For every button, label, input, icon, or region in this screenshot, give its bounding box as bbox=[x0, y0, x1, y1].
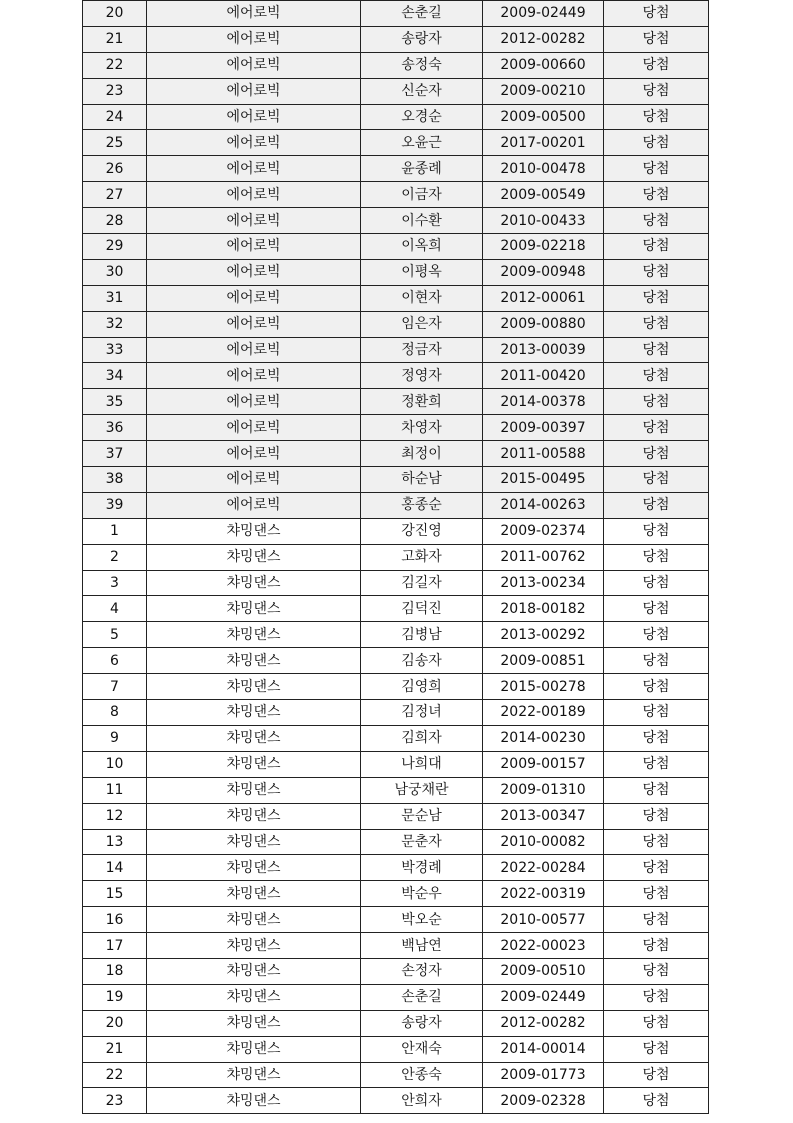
result-cell: 당첨 bbox=[604, 855, 709, 881]
applicant-name-cell: 하순남 bbox=[361, 467, 483, 493]
program-cell: 에어로빅 bbox=[147, 337, 361, 363]
table-row bbox=[83, 26, 709, 52]
applicant-name-cell: 송랑자 bbox=[361, 1010, 483, 1036]
row-number-cell: 23 bbox=[83, 1088, 147, 1114]
result-cell: 당첨 bbox=[604, 182, 709, 208]
program-cell: 챠밍댄스 bbox=[147, 984, 361, 1010]
applicant-name-cell: 차영자 bbox=[361, 415, 483, 441]
table-row bbox=[83, 259, 709, 285]
table-row bbox=[83, 182, 709, 208]
table-row bbox=[83, 881, 709, 907]
applicant-name-cell: 정영자 bbox=[361, 363, 483, 389]
table-row bbox=[83, 855, 709, 881]
program-cell: 챠밍댄스 bbox=[147, 777, 361, 803]
applicant-name-cell: 손정자 bbox=[361, 958, 483, 984]
program-cell: 챠밍댄스 bbox=[147, 518, 361, 544]
table-row bbox=[83, 285, 709, 311]
program-cell: 에어로빅 bbox=[147, 104, 361, 130]
result-cell: 당첨 bbox=[604, 803, 709, 829]
member-id-cell: 2011-00420 bbox=[483, 363, 604, 389]
program-cell: 챠밍댄스 bbox=[147, 674, 361, 700]
row-number-cell: 13 bbox=[83, 829, 147, 855]
program-cell: 에어로빅 bbox=[147, 311, 361, 337]
lottery-results-table bbox=[82, 0, 709, 1114]
row-number-cell: 10 bbox=[83, 751, 147, 777]
applicant-name-cell: 이옥희 bbox=[361, 234, 483, 260]
member-id-cell: 2009-01773 bbox=[483, 1062, 604, 1088]
member-id-cell: 2010-00082 bbox=[483, 829, 604, 855]
row-number-cell: 23 bbox=[83, 78, 147, 104]
program-cell: 챠밍댄스 bbox=[147, 958, 361, 984]
result-cell: 당첨 bbox=[604, 933, 709, 959]
table-row bbox=[83, 725, 709, 751]
member-id-cell: 2014-00014 bbox=[483, 1036, 604, 1062]
applicant-name-cell: 김병남 bbox=[361, 622, 483, 648]
row-number-cell: 32 bbox=[83, 311, 147, 337]
program-cell: 에어로빅 bbox=[147, 415, 361, 441]
applicant-name-cell: 김길자 bbox=[361, 570, 483, 596]
program-cell: 에어로빅 bbox=[147, 441, 361, 467]
row-number-cell: 26 bbox=[83, 156, 147, 182]
result-cell: 당첨 bbox=[604, 363, 709, 389]
result-cell: 당첨 bbox=[604, 492, 709, 518]
result-cell: 당첨 bbox=[604, 881, 709, 907]
program-cell: 에어로빅 bbox=[147, 208, 361, 234]
member-id-cell: 2009-02374 bbox=[483, 518, 604, 544]
applicant-name-cell: 김정녀 bbox=[361, 700, 483, 726]
member-id-cell: 2013-00039 bbox=[483, 337, 604, 363]
result-cell: 당첨 bbox=[604, 104, 709, 130]
table-row bbox=[83, 1036, 709, 1062]
program-cell: 챠밍댄스 bbox=[147, 907, 361, 933]
applicant-name-cell: 오경순 bbox=[361, 104, 483, 130]
member-id-cell: 2009-00500 bbox=[483, 104, 604, 130]
member-id-cell: 2010-00478 bbox=[483, 156, 604, 182]
program-cell: 에어로빅 bbox=[147, 259, 361, 285]
result-cell: 당첨 bbox=[604, 674, 709, 700]
result-cell: 당첨 bbox=[604, 337, 709, 363]
member-id-cell: 2009-00549 bbox=[483, 182, 604, 208]
row-number-cell: 22 bbox=[83, 52, 147, 78]
table-row bbox=[83, 803, 709, 829]
result-cell: 당첨 bbox=[604, 725, 709, 751]
applicant-name-cell: 홍종순 bbox=[361, 492, 483, 518]
applicant-name-cell: 고화자 bbox=[361, 544, 483, 570]
program-cell: 에어로빅 bbox=[147, 285, 361, 311]
result-cell: 당첨 bbox=[604, 544, 709, 570]
applicant-name-cell: 안희자 bbox=[361, 1088, 483, 1114]
row-number-cell: 39 bbox=[83, 492, 147, 518]
member-id-cell: 2009-00397 bbox=[483, 415, 604, 441]
row-number-cell: 6 bbox=[83, 648, 147, 674]
applicant-name-cell: 손춘길 bbox=[361, 984, 483, 1010]
program-cell: 챠밍댄스 bbox=[147, 829, 361, 855]
result-cell: 당첨 bbox=[604, 234, 709, 260]
table-row bbox=[83, 570, 709, 596]
result-cell: 당첨 bbox=[604, 1036, 709, 1062]
program-cell: 에어로빅 bbox=[147, 182, 361, 208]
program-cell: 에어로빅 bbox=[147, 26, 361, 52]
member-id-cell: 2009-02328 bbox=[483, 1088, 604, 1114]
applicant-name-cell: 김희자 bbox=[361, 725, 483, 751]
applicant-name-cell: 최정이 bbox=[361, 441, 483, 467]
applicant-name-cell: 송정숙 bbox=[361, 52, 483, 78]
applicant-name-cell: 나희대 bbox=[361, 751, 483, 777]
table-row bbox=[83, 1062, 709, 1088]
member-id-cell: 2015-00278 bbox=[483, 674, 604, 700]
row-number-cell: 37 bbox=[83, 441, 147, 467]
member-id-cell: 2013-00234 bbox=[483, 570, 604, 596]
result-cell: 당첨 bbox=[604, 52, 709, 78]
program-cell: 에어로빅 bbox=[147, 492, 361, 518]
program-cell: 챠밍댄스 bbox=[147, 648, 361, 674]
result-cell: 당첨 bbox=[604, 751, 709, 777]
row-number-cell: 8 bbox=[83, 700, 147, 726]
program-cell: 챠밍댄스 bbox=[147, 881, 361, 907]
program-cell: 에어로빅 bbox=[147, 234, 361, 260]
member-id-cell: 2009-02218 bbox=[483, 234, 604, 260]
applicant-name-cell: 이금자 bbox=[361, 182, 483, 208]
member-id-cell: 2009-00157 bbox=[483, 751, 604, 777]
result-cell: 당첨 bbox=[604, 26, 709, 52]
table-row bbox=[83, 829, 709, 855]
member-id-cell: 2022-00319 bbox=[483, 881, 604, 907]
member-id-cell: 2009-00851 bbox=[483, 648, 604, 674]
applicant-name-cell: 윤종례 bbox=[361, 156, 483, 182]
result-cell: 당첨 bbox=[604, 1088, 709, 1114]
row-number-cell: 12 bbox=[83, 803, 147, 829]
program-cell: 에어로빅 bbox=[147, 467, 361, 493]
result-cell: 당첨 bbox=[604, 311, 709, 337]
member-id-cell: 2009-00660 bbox=[483, 52, 604, 78]
program-cell: 챠밍댄스 bbox=[147, 725, 361, 751]
program-cell: 에어로빅 bbox=[147, 156, 361, 182]
row-number-cell: 38 bbox=[83, 467, 147, 493]
table-row bbox=[83, 208, 709, 234]
program-cell: 챠밍댄스 bbox=[147, 570, 361, 596]
row-number-cell: 21 bbox=[83, 1036, 147, 1062]
member-id-cell: 2012-00061 bbox=[483, 285, 604, 311]
applicant-name-cell: 박경례 bbox=[361, 855, 483, 881]
table-row bbox=[83, 78, 709, 104]
applicant-name-cell: 김덕진 bbox=[361, 596, 483, 622]
program-cell: 챠밍댄스 bbox=[147, 1036, 361, 1062]
member-id-cell: 2013-00292 bbox=[483, 622, 604, 648]
table-row bbox=[83, 234, 709, 260]
row-number-cell: 36 bbox=[83, 415, 147, 441]
member-id-cell: 2012-00282 bbox=[483, 1010, 604, 1036]
table-row bbox=[83, 104, 709, 130]
program-cell: 에어로빅 bbox=[147, 363, 361, 389]
program-cell: 챠밍댄스 bbox=[147, 751, 361, 777]
member-id-cell: 2011-00762 bbox=[483, 544, 604, 570]
member-id-cell: 2009-00880 bbox=[483, 311, 604, 337]
row-number-cell: 28 bbox=[83, 208, 147, 234]
row-number-cell: 27 bbox=[83, 182, 147, 208]
program-cell: 에어로빅 bbox=[147, 1, 361, 27]
result-cell: 당첨 bbox=[604, 907, 709, 933]
table-row bbox=[83, 933, 709, 959]
member-id-cell: 2022-00189 bbox=[483, 700, 604, 726]
applicant-name-cell: 남궁채란 bbox=[361, 777, 483, 803]
row-number-cell: 7 bbox=[83, 674, 147, 700]
member-id-cell: 2010-00433 bbox=[483, 208, 604, 234]
applicant-name-cell: 안종숙 bbox=[361, 1062, 483, 1088]
table-row bbox=[83, 130, 709, 156]
program-cell: 에어로빅 bbox=[147, 78, 361, 104]
result-cell: 당첨 bbox=[604, 259, 709, 285]
table-row bbox=[83, 700, 709, 726]
member-id-cell: 2014-00230 bbox=[483, 725, 604, 751]
program-cell: 챠밍댄스 bbox=[147, 1010, 361, 1036]
table-row bbox=[83, 415, 709, 441]
applicant-name-cell: 안재숙 bbox=[361, 1036, 483, 1062]
row-number-cell: 5 bbox=[83, 622, 147, 648]
row-number-cell: 9 bbox=[83, 725, 147, 751]
result-cell: 당첨 bbox=[604, 285, 709, 311]
result-cell: 당첨 bbox=[604, 622, 709, 648]
table-row bbox=[83, 52, 709, 78]
row-number-cell: 20 bbox=[83, 1, 147, 27]
row-number-cell: 34 bbox=[83, 363, 147, 389]
applicant-name-cell: 신순자 bbox=[361, 78, 483, 104]
member-id-cell: 2009-00210 bbox=[483, 78, 604, 104]
program-cell: 챠밍댄스 bbox=[147, 1062, 361, 1088]
table-row bbox=[83, 467, 709, 493]
table-row bbox=[83, 751, 709, 777]
result-cell: 당첨 bbox=[604, 1010, 709, 1036]
result-cell: 당첨 bbox=[604, 389, 709, 415]
table-row bbox=[83, 596, 709, 622]
row-number-cell: 3 bbox=[83, 570, 147, 596]
result-cell: 당첨 bbox=[604, 467, 709, 493]
row-number-cell: 20 bbox=[83, 1010, 147, 1036]
row-number-cell: 22 bbox=[83, 1062, 147, 1088]
program-cell: 챠밍댄스 bbox=[147, 700, 361, 726]
program-cell: 챠밍댄스 bbox=[147, 803, 361, 829]
applicant-name-cell: 이현자 bbox=[361, 285, 483, 311]
table-row bbox=[83, 311, 709, 337]
result-cell: 당첨 bbox=[604, 570, 709, 596]
result-cell: 당첨 bbox=[604, 208, 709, 234]
table-row bbox=[83, 984, 709, 1010]
program-cell: 챠밍댄스 bbox=[147, 596, 361, 622]
applicant-name-cell: 백남연 bbox=[361, 933, 483, 959]
table-row bbox=[83, 337, 709, 363]
row-number-cell: 14 bbox=[83, 855, 147, 881]
result-cell: 당첨 bbox=[604, 156, 709, 182]
applicant-name-cell: 송랑자 bbox=[361, 26, 483, 52]
applicant-name-cell: 박순우 bbox=[361, 881, 483, 907]
result-cell: 당첨 bbox=[604, 130, 709, 156]
row-number-cell: 1 bbox=[83, 518, 147, 544]
applicant-name-cell: 오윤근 bbox=[361, 130, 483, 156]
row-number-cell: 21 bbox=[83, 26, 147, 52]
member-id-cell: 2009-02449 bbox=[483, 984, 604, 1010]
result-cell: 당첨 bbox=[604, 1062, 709, 1088]
row-number-cell: 18 bbox=[83, 958, 147, 984]
applicant-name-cell: 이평옥 bbox=[361, 259, 483, 285]
result-cell: 당첨 bbox=[604, 829, 709, 855]
result-cell: 당첨 bbox=[604, 777, 709, 803]
member-id-cell: 2014-00378 bbox=[483, 389, 604, 415]
result-cell: 당첨 bbox=[604, 700, 709, 726]
row-number-cell: 16 bbox=[83, 907, 147, 933]
table-row bbox=[83, 1010, 709, 1036]
program-cell: 에어로빅 bbox=[147, 52, 361, 78]
member-id-cell: 2022-00023 bbox=[483, 933, 604, 959]
program-cell: 챠밍댄스 bbox=[147, 933, 361, 959]
result-cell: 당첨 bbox=[604, 1, 709, 27]
member-id-cell: 2010-00577 bbox=[483, 907, 604, 933]
table-row bbox=[83, 674, 709, 700]
result-cell: 당첨 bbox=[604, 78, 709, 104]
row-number-cell: 33 bbox=[83, 337, 147, 363]
applicant-name-cell: 김영희 bbox=[361, 674, 483, 700]
program-cell: 챠밍댄스 bbox=[147, 622, 361, 648]
member-id-cell: 2018-00182 bbox=[483, 596, 604, 622]
table-row bbox=[83, 777, 709, 803]
applicant-name-cell: 문순남 bbox=[361, 803, 483, 829]
program-cell: 에어로빅 bbox=[147, 130, 361, 156]
row-number-cell: 30 bbox=[83, 259, 147, 285]
table-row bbox=[83, 1088, 709, 1114]
applicant-name-cell: 박오순 bbox=[361, 907, 483, 933]
table-row bbox=[83, 958, 709, 984]
member-id-cell: 2009-02449 bbox=[483, 1, 604, 27]
table-row bbox=[83, 156, 709, 182]
row-number-cell: 4 bbox=[83, 596, 147, 622]
table-row bbox=[83, 622, 709, 648]
row-number-cell: 35 bbox=[83, 389, 147, 415]
applicant-name-cell: 이수환 bbox=[361, 208, 483, 234]
table-body bbox=[83, 1, 709, 1114]
row-number-cell: 19 bbox=[83, 984, 147, 1010]
applicant-name-cell: 김송자 bbox=[361, 648, 483, 674]
applicant-name-cell: 손춘길 bbox=[361, 1, 483, 27]
member-id-cell: 2011-00588 bbox=[483, 441, 604, 467]
member-id-cell: 2009-00510 bbox=[483, 958, 604, 984]
program-cell: 챠밍댄스 bbox=[147, 544, 361, 570]
table-row bbox=[83, 441, 709, 467]
result-cell: 당첨 bbox=[604, 596, 709, 622]
program-cell: 챠밍댄스 bbox=[147, 1088, 361, 1114]
row-number-cell: 2 bbox=[83, 544, 147, 570]
applicant-name-cell: 임은자 bbox=[361, 311, 483, 337]
table-row bbox=[83, 492, 709, 518]
member-id-cell: 2015-00495 bbox=[483, 467, 604, 493]
result-cell: 당첨 bbox=[604, 441, 709, 467]
member-id-cell: 2022-00284 bbox=[483, 855, 604, 881]
applicant-name-cell: 정금자 bbox=[361, 337, 483, 363]
member-id-cell: 2012-00282 bbox=[483, 26, 604, 52]
member-id-cell: 2009-00948 bbox=[483, 259, 604, 285]
row-number-cell: 24 bbox=[83, 104, 147, 130]
member-id-cell: 2013-00347 bbox=[483, 803, 604, 829]
result-cell: 당첨 bbox=[604, 984, 709, 1010]
member-id-cell: 2009-01310 bbox=[483, 777, 604, 803]
member-id-cell: 2017-00201 bbox=[483, 130, 604, 156]
row-number-cell: 29 bbox=[83, 234, 147, 260]
row-number-cell: 15 bbox=[83, 881, 147, 907]
table-row bbox=[83, 389, 709, 415]
result-cell: 당첨 bbox=[604, 958, 709, 984]
row-number-cell: 31 bbox=[83, 285, 147, 311]
result-cell: 당첨 bbox=[604, 518, 709, 544]
row-number-cell: 17 bbox=[83, 933, 147, 959]
result-cell: 당첨 bbox=[604, 648, 709, 674]
result-cell: 당첨 bbox=[604, 415, 709, 441]
row-number-cell: 25 bbox=[83, 130, 147, 156]
applicant-name-cell: 정환희 bbox=[361, 389, 483, 415]
applicant-name-cell: 문춘자 bbox=[361, 829, 483, 855]
table-row bbox=[83, 1, 709, 27]
row-number-cell: 11 bbox=[83, 777, 147, 803]
table-row bbox=[83, 363, 709, 389]
program-cell: 챠밍댄스 bbox=[147, 855, 361, 881]
table-row bbox=[83, 518, 709, 544]
table-row bbox=[83, 648, 709, 674]
table-row bbox=[83, 544, 709, 570]
member-id-cell: 2014-00263 bbox=[483, 492, 604, 518]
applicant-name-cell: 강진영 bbox=[361, 518, 483, 544]
table-row bbox=[83, 907, 709, 933]
program-cell: 에어로빅 bbox=[147, 389, 361, 415]
